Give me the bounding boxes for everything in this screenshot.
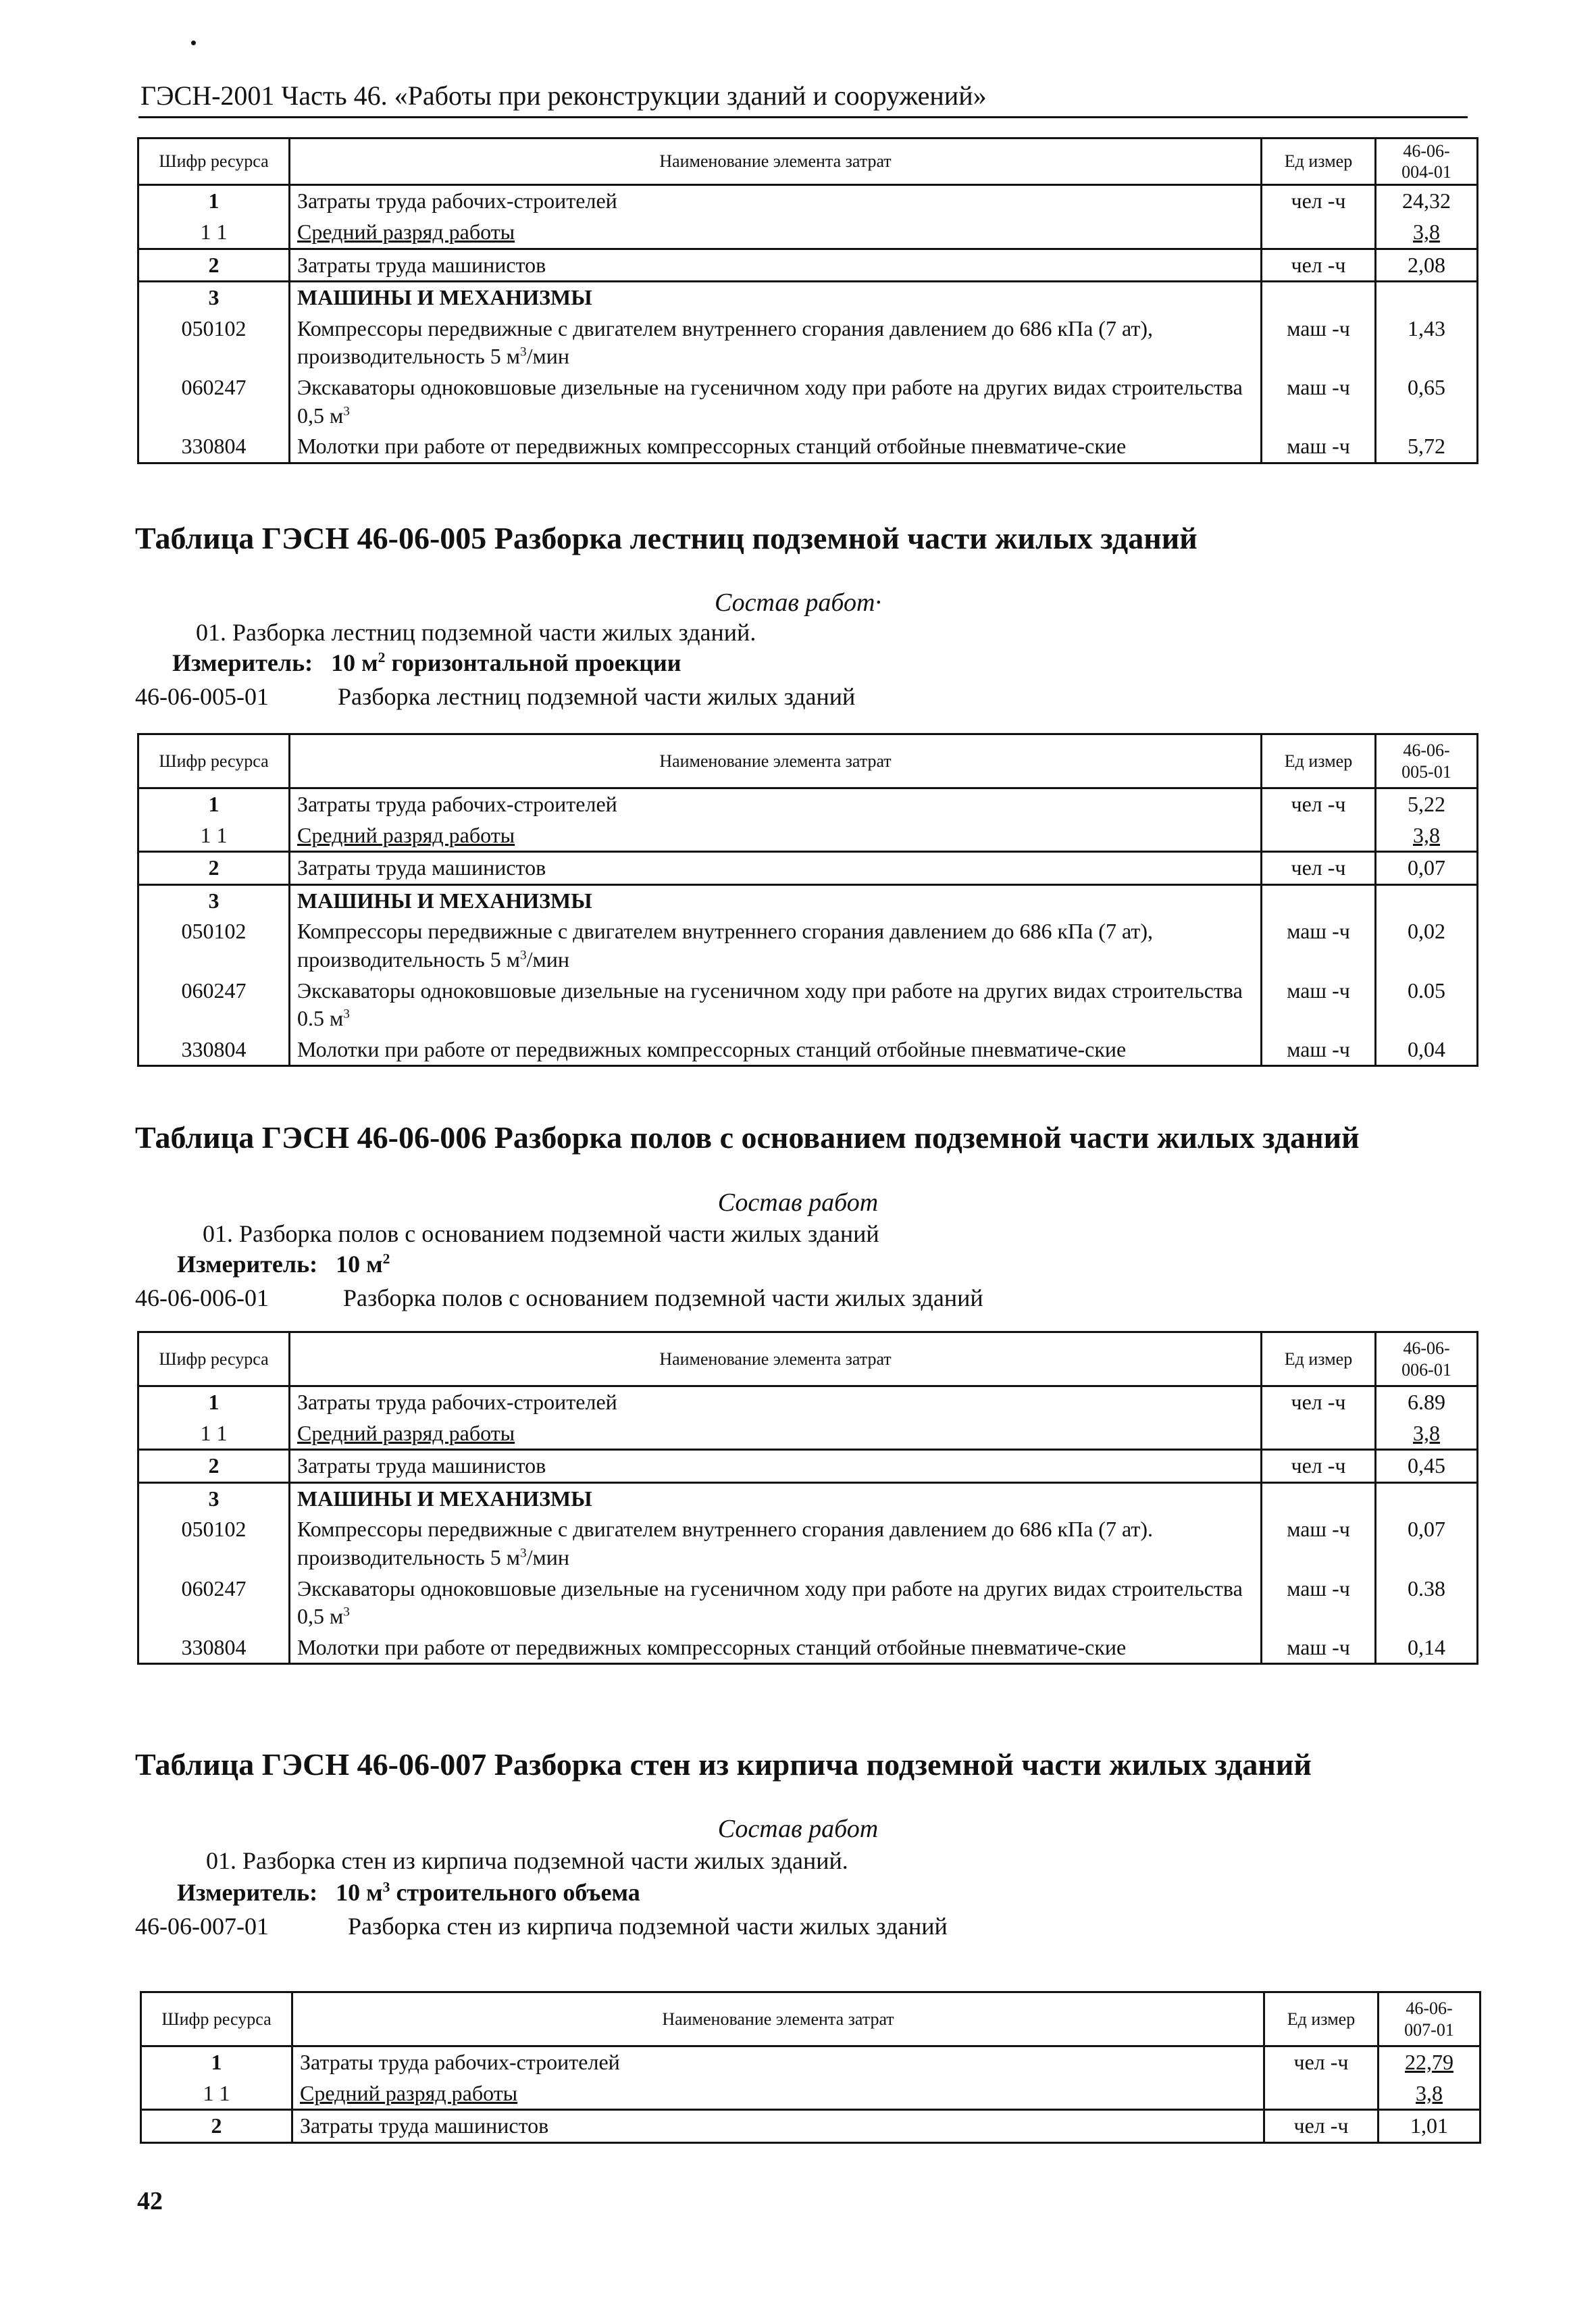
row-code: 1 — [141, 2046, 292, 2078]
column-header-code: Шифр ресурса — [138, 1332, 290, 1386]
row-name: Средний разряд работы — [290, 1418, 1262, 1450]
column-header-name: Наименование элемента затрат — [290, 1332, 1262, 1386]
row-code: 330804 — [138, 1632, 290, 1664]
row-value: 1,01 — [1379, 2110, 1481, 2143]
row-name: Средний разряд работы — [290, 820, 1262, 852]
table-row — [138, 884, 1478, 916]
row-name: Молотки при работе от передвижных компрессорных станций отбойные пневматиче-ские — [290, 431, 1262, 463]
table-row — [138, 1514, 1478, 1573]
row-name: Затраты труда рабочих-строителей — [292, 2046, 1264, 2078]
row-code: 1 — [138, 788, 290, 820]
row-unit: чел -ч — [1262, 249, 1376, 282]
row-value: 0,07 — [1376, 852, 1478, 885]
resource-table-004 — [137, 137, 1478, 464]
row-unit: маш -ч — [1262, 916, 1376, 975]
row-code: 1 — [138, 185, 290, 217]
column-header-norm-code: 46-06- 006-01 — [1376, 1332, 1478, 1386]
row-value: 24,32 — [1376, 185, 1478, 217]
composition-heading: Состав работ — [717, 1815, 879, 1843]
row-code: 2 — [138, 1450, 290, 1483]
row-name: Затраты труда машинистов — [290, 852, 1262, 885]
row-code: 1 1 — [138, 820, 290, 852]
row-value — [1376, 1482, 1478, 1514]
row-name: Затраты труда рабочих-строителей — [290, 788, 1262, 820]
table-row — [138, 1450, 1478, 1483]
column-header-norm-code: 46-06- 004-01 — [1376, 139, 1478, 185]
header-rule — [138, 116, 1468, 118]
resource-table-007 — [140, 1991, 1481, 2144]
column-header-name: Наименование элемента затрат — [290, 734, 1262, 788]
table-header-row — [138, 139, 1478, 185]
measure-line: Измеритель: 10 $м^2$ горизонтальной проекции — [172, 649, 681, 676]
row-name: Экскаваторы одноковшовые дизельные на гусеничном ходу при работе на других видах строительства 0,5 $м^3$ — [290, 1574, 1262, 1632]
row-unit: маш -ч — [1262, 313, 1376, 372]
column-header-norm-code: 46-06- 005-01 — [1376, 734, 1478, 788]
row-value: 5,22 — [1376, 788, 1478, 820]
table-row — [138, 1418, 1478, 1450]
row-code: 330804 — [138, 1034, 290, 1066]
composition-item: 01. Разборка стен из кирпича подземной части жилых зданий. — [206, 1847, 848, 1874]
row-code: 1 1 — [141, 2078, 292, 2110]
column-header-name: Наименование элемента затрат — [290, 139, 1262, 185]
row-unit: маш -ч — [1262, 976, 1376, 1034]
column-header-unit: Ед измер — [1262, 1332, 1376, 1386]
table-row — [138, 1386, 1478, 1418]
table-title-007: Таблица ГЭСН 46-06-007 Разборка стен из кирпича подземной части жилых зданий — [135, 1747, 1312, 1782]
row-code: 2 — [141, 2110, 292, 2143]
row-value: 22,79 — [1379, 2046, 1481, 2078]
table-row — [138, 1482, 1478, 1514]
row-code: 060247 — [138, 372, 290, 431]
row-name: Экскаваторы одноковшовые дизельные на гусеничном ходу при работе на других видах строительства 0.5 $м^3$ — [290, 976, 1262, 1034]
row-value: 6.89 — [1376, 1386, 1478, 1418]
scan-speck — [191, 41, 196, 45]
row-value: 0,02 — [1376, 916, 1478, 975]
row-value: 0.05 — [1376, 976, 1478, 1034]
row-name: Затраты труда рабочих-строителей — [290, 185, 1262, 217]
row-code: 3 — [138, 884, 290, 916]
resource-table-005 — [137, 733, 1478, 1067]
table-row — [138, 852, 1478, 885]
measure-line: Измеритель: 10 $м^2$ — [177, 1251, 390, 1278]
row-unit: чел -ч — [1262, 185, 1376, 217]
row-name: МАШИНЫ И МЕХАНИЗМЫ — [290, 884, 1262, 916]
row-value: 0,65 — [1376, 372, 1478, 431]
row-name: Затраты труда машинистов — [292, 2110, 1264, 2143]
row-unit — [1262, 1482, 1376, 1514]
row-value: 0,07 — [1376, 1514, 1478, 1573]
row-name: Средний разряд работы — [290, 217, 1262, 249]
composition-heading: Состав работ· — [715, 588, 881, 617]
table-title-005: Таблица ГЭСН 46-06-005 Разборка лестниц подземной части жилых зданий — [135, 521, 1198, 555]
column-header-unit: Ед измер — [1264, 1992, 1379, 2046]
table-header-row — [138, 734, 1478, 788]
row-value: 0.38 — [1376, 1574, 1478, 1632]
row-value: 3,8 — [1379, 2078, 1481, 2110]
table-row — [138, 916, 1478, 975]
table-row — [138, 217, 1478, 249]
norm-code: 46-06-005-01 — [135, 683, 269, 710]
row-code: 060247 — [138, 976, 290, 1034]
row-name: Молотки при работе от передвижных компрессорных станций отбойные пневматиче-ские — [290, 1632, 1262, 1664]
row-code: 3 — [138, 282, 290, 313]
table-row — [141, 2078, 1481, 2110]
page-number: 42 — [137, 2187, 163, 2215]
row-unit: маш -ч — [1262, 1514, 1376, 1573]
composition-heading: Состав работ — [717, 1188, 879, 1217]
row-unit: чел -ч — [1264, 2046, 1379, 2078]
row-unit: чел -ч — [1262, 1450, 1376, 1483]
table-row — [141, 2110, 1481, 2143]
norm-code: 46-06-007-01 — [135, 1913, 269, 1940]
row-unit: маш -ч — [1262, 1574, 1376, 1632]
column-header-code: Шифр ресурса — [138, 734, 290, 788]
measure-line: Измеритель: 10 $м^3$ строительного объема — [177, 1879, 640, 1906]
table-row — [138, 976, 1478, 1034]
composition-item: 01. Разборка полов с основанием подземной части жилых зданий — [203, 1220, 879, 1247]
table-row — [138, 185, 1478, 217]
resource-table-006 — [137, 1331, 1478, 1665]
row-unit — [1262, 1418, 1376, 1450]
row-code: 2 — [138, 249, 290, 282]
row-unit: чел -ч — [1262, 788, 1376, 820]
row-name: Средний разряд работы — [292, 2078, 1264, 2110]
norm-name: Разборка полов с основанием подземной части жилых зданий — [343, 1284, 983, 1311]
row-unit: маш -ч — [1262, 1034, 1376, 1066]
row-unit — [1264, 2078, 1379, 2110]
table-row — [138, 313, 1478, 372]
table-row — [138, 249, 1478, 282]
column-header-code: Шифр ресурса — [138, 139, 290, 185]
row-value — [1376, 884, 1478, 916]
norm-name: Разборка стен из кирпича подземной части жилых зданий — [348, 1913, 948, 1940]
row-value: 2,08 — [1376, 249, 1478, 282]
norm-name: Разборка лестниц подземной части жилых зданий — [338, 683, 856, 710]
table-header-row — [141, 1992, 1481, 2046]
row-unit — [1262, 820, 1376, 852]
column-header-unit: Ед измер — [1262, 139, 1376, 185]
running-header: ГЭСН-2001 Часть 46. «Работы при реконструкции зданий и сооружений» — [140, 80, 987, 111]
row-value: 3,8 — [1376, 820, 1478, 852]
row-unit: чел -ч — [1262, 852, 1376, 885]
row-unit — [1262, 217, 1376, 249]
table-row — [138, 788, 1478, 820]
row-name: Компрессоры передвижные с двигателем внутреннего сгорания давлением до 686 кПа (7 ат), производительность 5 $м^3$/мин — [290, 313, 1262, 372]
row-value: 1,43 — [1376, 313, 1478, 372]
row-name: Молотки при работе от передвижных компрессорных станций отбойные пневматиче-ские — [290, 1034, 1262, 1066]
column-header-name: Наименование элемента затрат — [292, 1992, 1264, 2046]
row-unit — [1262, 884, 1376, 916]
row-value: 0,45 — [1376, 1450, 1478, 1483]
row-value: 3,8 — [1376, 1418, 1478, 1450]
row-name: Затраты труда рабочих-строителей — [290, 1386, 1262, 1418]
column-header-code: Шифр ресурса — [141, 1992, 292, 2046]
row-name: Затраты труда машинистов — [290, 249, 1262, 282]
row-value: 0,14 — [1376, 1632, 1478, 1664]
row-code: 060247 — [138, 1574, 290, 1632]
composition-item: 01. Разборка лестниц подземной части жилых зданий. — [196, 619, 756, 646]
table-row — [138, 282, 1478, 313]
norm-code: 46-06-006-01 — [135, 1284, 269, 1311]
row-name: Компрессоры передвижные с двигателем внутреннего сгорания давлением до 686 кПа (7 ат). производительность 5 $м^3$/мин — [290, 1514, 1262, 1573]
row-code: 330804 — [138, 431, 290, 463]
table-title-006: Таблица ГЭСН 46-06-006 Разборка полов с основанием подземной части жилых зданий — [135, 1120, 1360, 1155]
column-header-unit: Ед измер — [1262, 734, 1376, 788]
row-unit: маш -ч — [1262, 431, 1376, 463]
table-row — [138, 1034, 1478, 1066]
row-code: 050102 — [138, 1514, 290, 1573]
row-name: Затраты труда машинистов — [290, 1450, 1262, 1483]
table-row — [138, 1574, 1478, 1632]
row-unit: маш -ч — [1262, 372, 1376, 431]
table-row — [138, 372, 1478, 431]
table-row — [138, 820, 1478, 852]
row-code: 050102 — [138, 313, 290, 372]
row-code: 1 1 — [138, 1418, 290, 1450]
row-unit: чел -ч — [1262, 1386, 1376, 1418]
row-value — [1376, 282, 1478, 313]
column-header-norm-code: 46-06- 007-01 — [1379, 1992, 1481, 2046]
table-row — [138, 1632, 1478, 1664]
row-value: 3,8 — [1376, 217, 1478, 249]
row-name: Экскаваторы одноковшовые дизельные на гусеничном ходу при работе на других видах строительства 0,5 $м^3$ — [290, 372, 1262, 431]
table-row — [141, 2046, 1481, 2078]
row-unit — [1262, 282, 1376, 313]
row-name: Компрессоры передвижные с двигателем внутреннего сгорания давлением до 686 кПа (7 ат), производительность 5 $м^3$/мин — [290, 916, 1262, 975]
row-name: МАШИНЫ И МЕХАНИЗМЫ — [290, 282, 1262, 313]
row-code: 050102 — [138, 916, 290, 975]
row-value: 5,72 — [1376, 431, 1478, 463]
row-name: МАШИНЫ И МЕХАНИЗМЫ — [290, 1482, 1262, 1514]
row-code: 1 — [138, 1386, 290, 1418]
table-row — [138, 431, 1478, 463]
table-header-row — [138, 1332, 1478, 1386]
row-unit: чел -ч — [1264, 2110, 1379, 2143]
row-code: 1 1 — [138, 217, 290, 249]
row-code: 3 — [138, 1482, 290, 1514]
row-unit: маш -ч — [1262, 1632, 1376, 1664]
row-code: 2 — [138, 852, 290, 885]
row-value: 0,04 — [1376, 1034, 1478, 1066]
